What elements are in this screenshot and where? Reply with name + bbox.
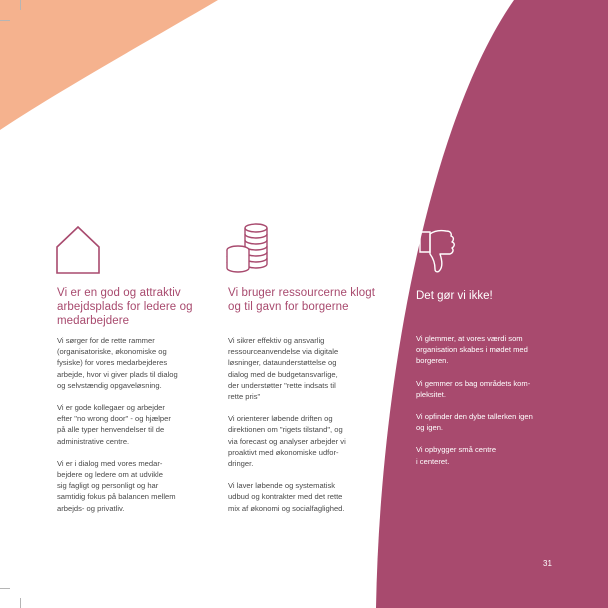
peach-corner-shape bbox=[0, 0, 218, 130]
plum-panel-shape bbox=[376, 0, 608, 608]
crop-mark bbox=[0, 20, 10, 21]
column-body bbox=[57, 335, 217, 525]
crop-mark bbox=[20, 598, 21, 608]
panel-heading: Det gør vi ikke! bbox=[416, 290, 493, 302]
column-body bbox=[228, 335, 388, 525]
paragraph: Vi gemmer os bag områdets kom- pleksitet. bbox=[416, 378, 531, 399]
paragraph: Vi opfinder den dybe tallerken igen og igen. bbox=[416, 412, 533, 433]
crop-mark bbox=[0, 588, 10, 589]
column-heading: Vi er en god og attraktiv arbejdsplads for ledere og medarbejdere bbox=[57, 287, 193, 327]
coin-stacks-icon bbox=[222, 222, 270, 276]
paragraph: Vi laver løbende og systematisk udbud og kontrakter med det rette mix af økonomi og socialfaglighed. bbox=[228, 481, 345, 513]
panel-body bbox=[416, 333, 576, 478]
paragraph: Vi opbygger små centre i centeret. bbox=[416, 445, 497, 466]
paragraph: Vi orienterer løbende driften og direktionen om "rigets tilstand", og via forecast og analyser arbejder vi proaktivt med økonomiske udfor- dringer. bbox=[228, 414, 346, 469]
paragraph: Vi glemmer, at vores værdi som organisation skabes i mødet med borgeren. bbox=[416, 334, 528, 366]
house-outline-icon bbox=[55, 225, 101, 275]
paragraph: Vi er i dialog med vores medar- bejdere og ledere om at udvikle sig fagligt og personligt og har samtidig fokus på balancen mellem arbejds- og privatliv. bbox=[57, 458, 176, 513]
paragraph: Vi sørger for de rette rammer (organisatoriske, økonomiske og fysiske) for vores medarbejderes arbejde, hvor vi giver plads til dialog og selvstændig opgaveløsning. bbox=[57, 336, 178, 390]
thumbs-down-icon bbox=[416, 228, 458, 276]
crop-mark bbox=[20, 0, 21, 10]
paragraph: Vi sikrer effektiv og ansvarlig ressourceanvendelse via digitale løsninger, dataunderstøttelse og dialog med de budgetansvarlige, der understøtter "rette indsats til rette pris" bbox=[228, 336, 339, 402]
page-number: 31 bbox=[543, 559, 552, 568]
column-heading: Vi bruger ressourcerne klogt og til gavn for borgerne bbox=[228, 287, 376, 313]
paragraph: Vi er gode kollegaer og arbejder efter "no wrong door" - og hjælper på alle typer henvendelser til de administrative centre. bbox=[57, 403, 171, 446]
